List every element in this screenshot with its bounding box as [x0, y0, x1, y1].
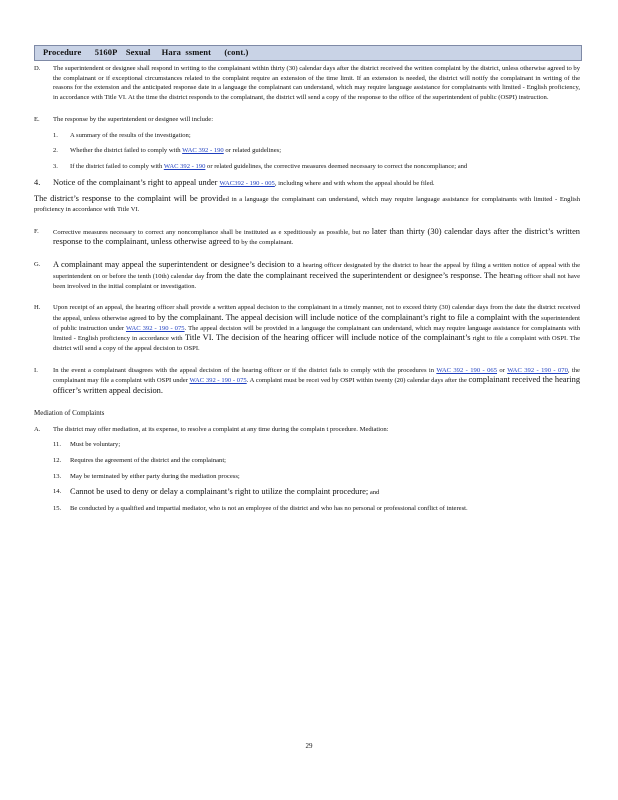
paragraph-text: complainant received the hearing officer’s written appeal decision. [53, 375, 581, 396]
paragraph-text: A complainant may appeal the superintendent or designee’s decision to a [53, 260, 301, 270]
mediation-heading: Mediation of Complaints [34, 408, 105, 417]
list-text: If the district failed to comply with [70, 162, 164, 170]
wac-link[interactable]: WAC 392 - 190 - 075 [189, 377, 247, 385]
list-item [34, 440, 580, 450]
list-item [34, 487, 580, 498]
paragraph-text: hearing officer designated by the district to hear the appeal by filing a written notice of appeal with the superintendent on or before the tenth (10th) calendar day [53, 262, 581, 280]
list-text: Requires the agreement of the district and the complainant; [70, 456, 226, 464]
paragraph-text: In the event a complainant disagrees with the appeal decision of the hearing officer or if the district fails to comply with the procedures in [53, 366, 437, 374]
wac-link[interactable]: WAC 392 - 190 [163, 162, 206, 170]
paragraph-text: superintendent of public instruction under [53, 314, 580, 332]
paragraph-text: . A complaint must be recei ved by OSPI within twenty (20) calendar days after the [246, 377, 467, 385]
list-text: or related guidelines, the corrective measures deemed necessary to correct the noncompliance; and [205, 162, 468, 170]
paragraph-label: E. [34, 115, 40, 123]
list-number: 4. [34, 177, 41, 187]
list-item [34, 131, 580, 141]
paragraph-label: A. [34, 425, 41, 433]
page-number: 29 [305, 742, 313, 750]
paragraph-h [34, 303, 580, 354]
list-text: A summary of the results of the investigation; [70, 131, 191, 139]
paragraph-text: to by the complainant. The appeal decision will include notice of the complainant’s right to file a complaint with the [148, 312, 540, 322]
list-text: or related guidelines; [223, 147, 282, 155]
paragraph-text: The district may offer mediation, at its expense, to resolve a complaint at any time during the complain t procedure. Mediation: [53, 425, 389, 433]
paragraph-text: from the date the complainant received the superintendent or designee’s response. The hear [206, 270, 514, 280]
wac-link[interactable]: WAC 392 - 190 - 075 [125, 324, 185, 332]
paragraph-text: The response by the superintendent or designee will include: [53, 115, 214, 123]
list-text: Be conducted by a qualified and impartial mediator, who is not an employee of the district and who has no personal or professional conflict of interest. [70, 505, 468, 513]
list-text: , including where and with whom the appeal should be filed. [274, 179, 435, 187]
list-text: Cannot be used to deny or delay a complainant’s right to utilize the complaint procedure; [70, 487, 369, 497]
paragraph-text: . The appeal decision will be provided in a language the complainant can understand, which may require language assistance for complainants with limited - English proficiency in accordance with [53, 324, 580, 343]
list-item [34, 456, 580, 466]
response-language-note [34, 194, 580, 214]
wac-link[interactable]: WAC 392 - 190 [182, 147, 224, 155]
paragraph-label: H. [34, 304, 41, 312]
list-item [34, 504, 580, 514]
paragraph-g [34, 260, 580, 291]
list-item [34, 472, 580, 482]
document-body [34, 64, 580, 514]
paragraph-text: Upon receipt of an appeal, the hearing officer shall provide a written appeal decision to the complainant in a timely manner, not to exceed thirty (30) calendar days from the date the district received the appeal, unless otherwise agreed [53, 304, 580, 322]
paragraph-text: or [497, 366, 508, 374]
list-item [34, 162, 580, 172]
wac-link[interactable]: WAC 392 - 190 - 070 [507, 366, 568, 374]
list-text: Must be voluntary; [70, 441, 121, 449]
list-number: 11. [53, 441, 61, 449]
paragraph-text: ing officer shall not have been involved in the initial complaint or investigation. [53, 272, 581, 290]
wac-link[interactable]: WAC392 - 190 - 005 [219, 179, 275, 187]
paragraph-text: right to file a complaint with OSPI. The district will send a copy of the appeal decision to OSPI. [53, 335, 580, 353]
section-header: Procedure 5160P Sexual Hara ssment (cont.) [43, 47, 249, 57]
paragraph-text: Title VI. The decision of the hearing officer will include notice of the complainant’s [182, 333, 471, 343]
section-header-bar [34, 45, 582, 61]
list-item [34, 178, 580, 189]
list-text: and [368, 489, 380, 497]
paragraph-f [34, 227, 580, 248]
paragraph-text: ed in a language the complainant can understand, which may require language assistance for complainants with limited - English proficiency in accordance with Title VI. [34, 196, 580, 214]
mediation-paragraph-a [34, 425, 580, 435]
paragraph-text: The superintendent or designee shall respond in writing to the complainant within thirty (30) calendar days after the district received the written complaint by the district, unless otherwise agreed to by the complainant or if exceptional circumstances related to the complaint require an extension of the time limit. If an extension is needed, the district will notify the complainant in writing of the reasons for the extension and the anticipated response date in a language the complainant can understand, which may require language assistance for complainants with limited - English proficiency, in accordance with Title VI. At the time the district responds to the complainant, the district will send a copy of the response to the office of the superintendent of public (OSPI) instruction. [53, 65, 580, 102]
paragraph-text: by the complainant. [241, 239, 294, 247]
paragraph-text: Corrective measures necessary to correct any noncompliance shall be instituted as e xpeditiously as possible, but no [53, 228, 370, 236]
list-number: 13. [53, 472, 62, 480]
paragraph-label: D. [34, 65, 41, 72]
paragraph-label: F. [34, 227, 39, 235]
list-number: 1. [53, 131, 58, 139]
wac-link[interactable]: WAC 392 - 190 - 065 [436, 366, 498, 374]
paragraph-d [34, 64, 580, 103]
paragraph-label: G. [34, 261, 41, 269]
list-number: 15. [53, 505, 62, 513]
paragraph-e [34, 115, 580, 125]
paragraph-i [34, 366, 580, 397]
list-text: Whether the district failed to comply with [70, 147, 183, 155]
paragraph-text: The district’s response to the complaint will be provid [34, 194, 223, 204]
list-number: 3. [53, 162, 58, 170]
list-number: 14. [53, 488, 62, 496]
list-text: Notice of the complainant’s right to appeal under [53, 177, 220, 187]
paragraph-label: I. [34, 366, 38, 374]
list-item [34, 146, 580, 156]
list-number: 2. [53, 147, 58, 155]
list-number: 12. [53, 456, 62, 464]
paragraph-text: , the complainant may file a complaint with OSPI under [53, 366, 580, 385]
list-text: May be terminated by either party during the mediation process; [70, 472, 240, 480]
paragraph-text: later than thirty (30) calendar days after the district’s written response to the complainant, unless otherwise agreed to [53, 226, 580, 247]
